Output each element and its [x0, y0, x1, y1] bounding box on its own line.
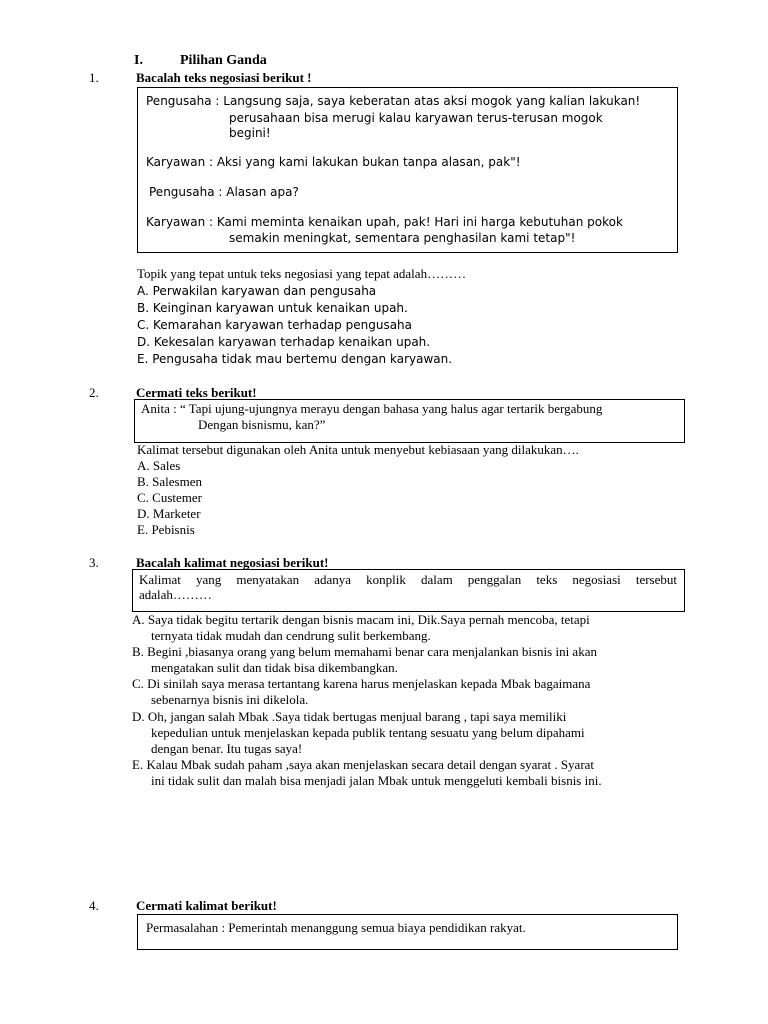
answer-option-d[interactable]: D. Kekesalan karyawan terhadap kenaikan upah. [137, 335, 431, 349]
quote-line: Anita : “ Tapi ujung-ujungnya merayu dengan bahasa yang halus agar tertarik bergabung [141, 401, 603, 416]
dialogue-line: begini! [229, 126, 271, 140]
answer-option-b-cont: mengatakan sulit dan tidak bisa dikembangkan. [151, 660, 398, 675]
question-instruction: Cermati kalimat berikut! [136, 898, 277, 913]
dialogue-line: semakin meningkat, sementara penghasilan kami tetap"! [229, 231, 576, 245]
answer-option-a[interactable]: A. Saya tidak begitu tertarik dengan bisnis macam ini, Dik.Saya pernah mencoba, tetapi [132, 612, 590, 627]
dialogue-line: Pengusaha : Alasan apa? [149, 185, 299, 199]
answer-option-e-cont: ini tidak sulit dan malah bisa menjadi jalan Mbak untuk menggeluti kembali bisnis ini. [151, 773, 602, 788]
question-number: 3. [89, 555, 99, 570]
question-text: Topik yang tepat untuk teks negosiasi yang tepat adalah……… [137, 266, 467, 281]
answer-option-e[interactable]: E. Pebisnis [137, 522, 195, 537]
answer-option-d[interactable]: D. Marketer [137, 506, 201, 521]
problem-statement: Permasalahan : Pemerintah menanggung semua biaya pendidikan rakyat. [146, 920, 526, 935]
answer-option-b[interactable]: B. Salesmen [137, 474, 202, 489]
section-number: I. [134, 53, 143, 68]
dialogue-line: Karyawan : Kami meminta kenaikan upah, pak! Hari ini harga kebutuhan pokok [146, 215, 623, 229]
answer-option-a[interactable]: A. Sales [137, 458, 181, 473]
question-text: Kalimat yang menyatakan adanya konplik dalam penggalan teks negosiasi tersebut [139, 572, 677, 587]
question-instruction: Bacalah teks negosiasi berikut ! [136, 70, 312, 85]
answer-option-a-cont: ternyata tidak mudah dan cendrung sulit berkembang. [151, 628, 431, 643]
answer-option-e[interactable]: E. Pengusaha tidak mau bertemu dengan karyawan. [137, 352, 453, 366]
answer-option-c[interactable]: C. Di sinilah saya merasa tertantang karena harus menjelaskan kepada Mbak bagaimana [132, 676, 591, 691]
question-text: Kalimat tersebut digunakan oleh Anita untuk menyebut kebiasaan yang dilakukan…. [137, 442, 579, 457]
question-instruction: Bacalah kalimat negosiasi berikut! [136, 555, 329, 570]
answer-option-b[interactable]: B. Begini ,biasanya orang yang belum memahami benar cara menjalankan bisnis ini akan [132, 644, 597, 659]
quote-line: Dengan bisnismu, kan?” [198, 417, 326, 432]
dialogue-line: perusahaan bisa merugi kalau karyawan terus-terusan mogok [229, 111, 603, 125]
answer-option-c-cont: sebenarnya bisnis ini dikelola. [151, 692, 309, 707]
question-number: 4. [89, 898, 99, 913]
answer-option-d-cont: kepedulian untuk menjelaskan kepada publik tentang sesuatu yang belum dipahami [151, 725, 585, 740]
question-instruction: Cermati teks berikut! [136, 385, 257, 400]
answer-option-b[interactable]: B. Keinginan karyawan untuk kenaikan upah. [137, 301, 408, 315]
answer-option-d-cont: dengan benar. Itu tugas saya! [151, 741, 303, 756]
dialogue-line: Karyawan : Aksi yang kami lakukan bukan tanpa alasan, pak"! [146, 155, 521, 169]
dialogue-line: Pengusaha : Langsung saja, saya keberatan atas aksi mogok yang kalian lakukan! [146, 94, 641, 108]
section-title: Pilihan Ganda [180, 53, 267, 68]
question-number: 1. [89, 70, 99, 85]
answer-option-a[interactable]: A. Perwakilan karyawan dan pengusaha [137, 284, 377, 298]
answer-option-e[interactable]: E. Kalau Mbak sudah paham ,saya akan menjelaskan secara detail dengan syarat . Syarat [132, 757, 595, 772]
answer-option-c[interactable]: C. Kemarahan karyawan terhadap pengusaha [137, 318, 413, 332]
answer-option-c[interactable]: C. Custemer [137, 490, 202, 505]
question-number: 2. [89, 385, 99, 400]
question-text: adalah……… [139, 587, 212, 602]
answer-option-d[interactable]: D. Oh, jangan salah Mbak .Saya tidak bertugas menjual barang , tapi saya memiliki [132, 709, 567, 724]
